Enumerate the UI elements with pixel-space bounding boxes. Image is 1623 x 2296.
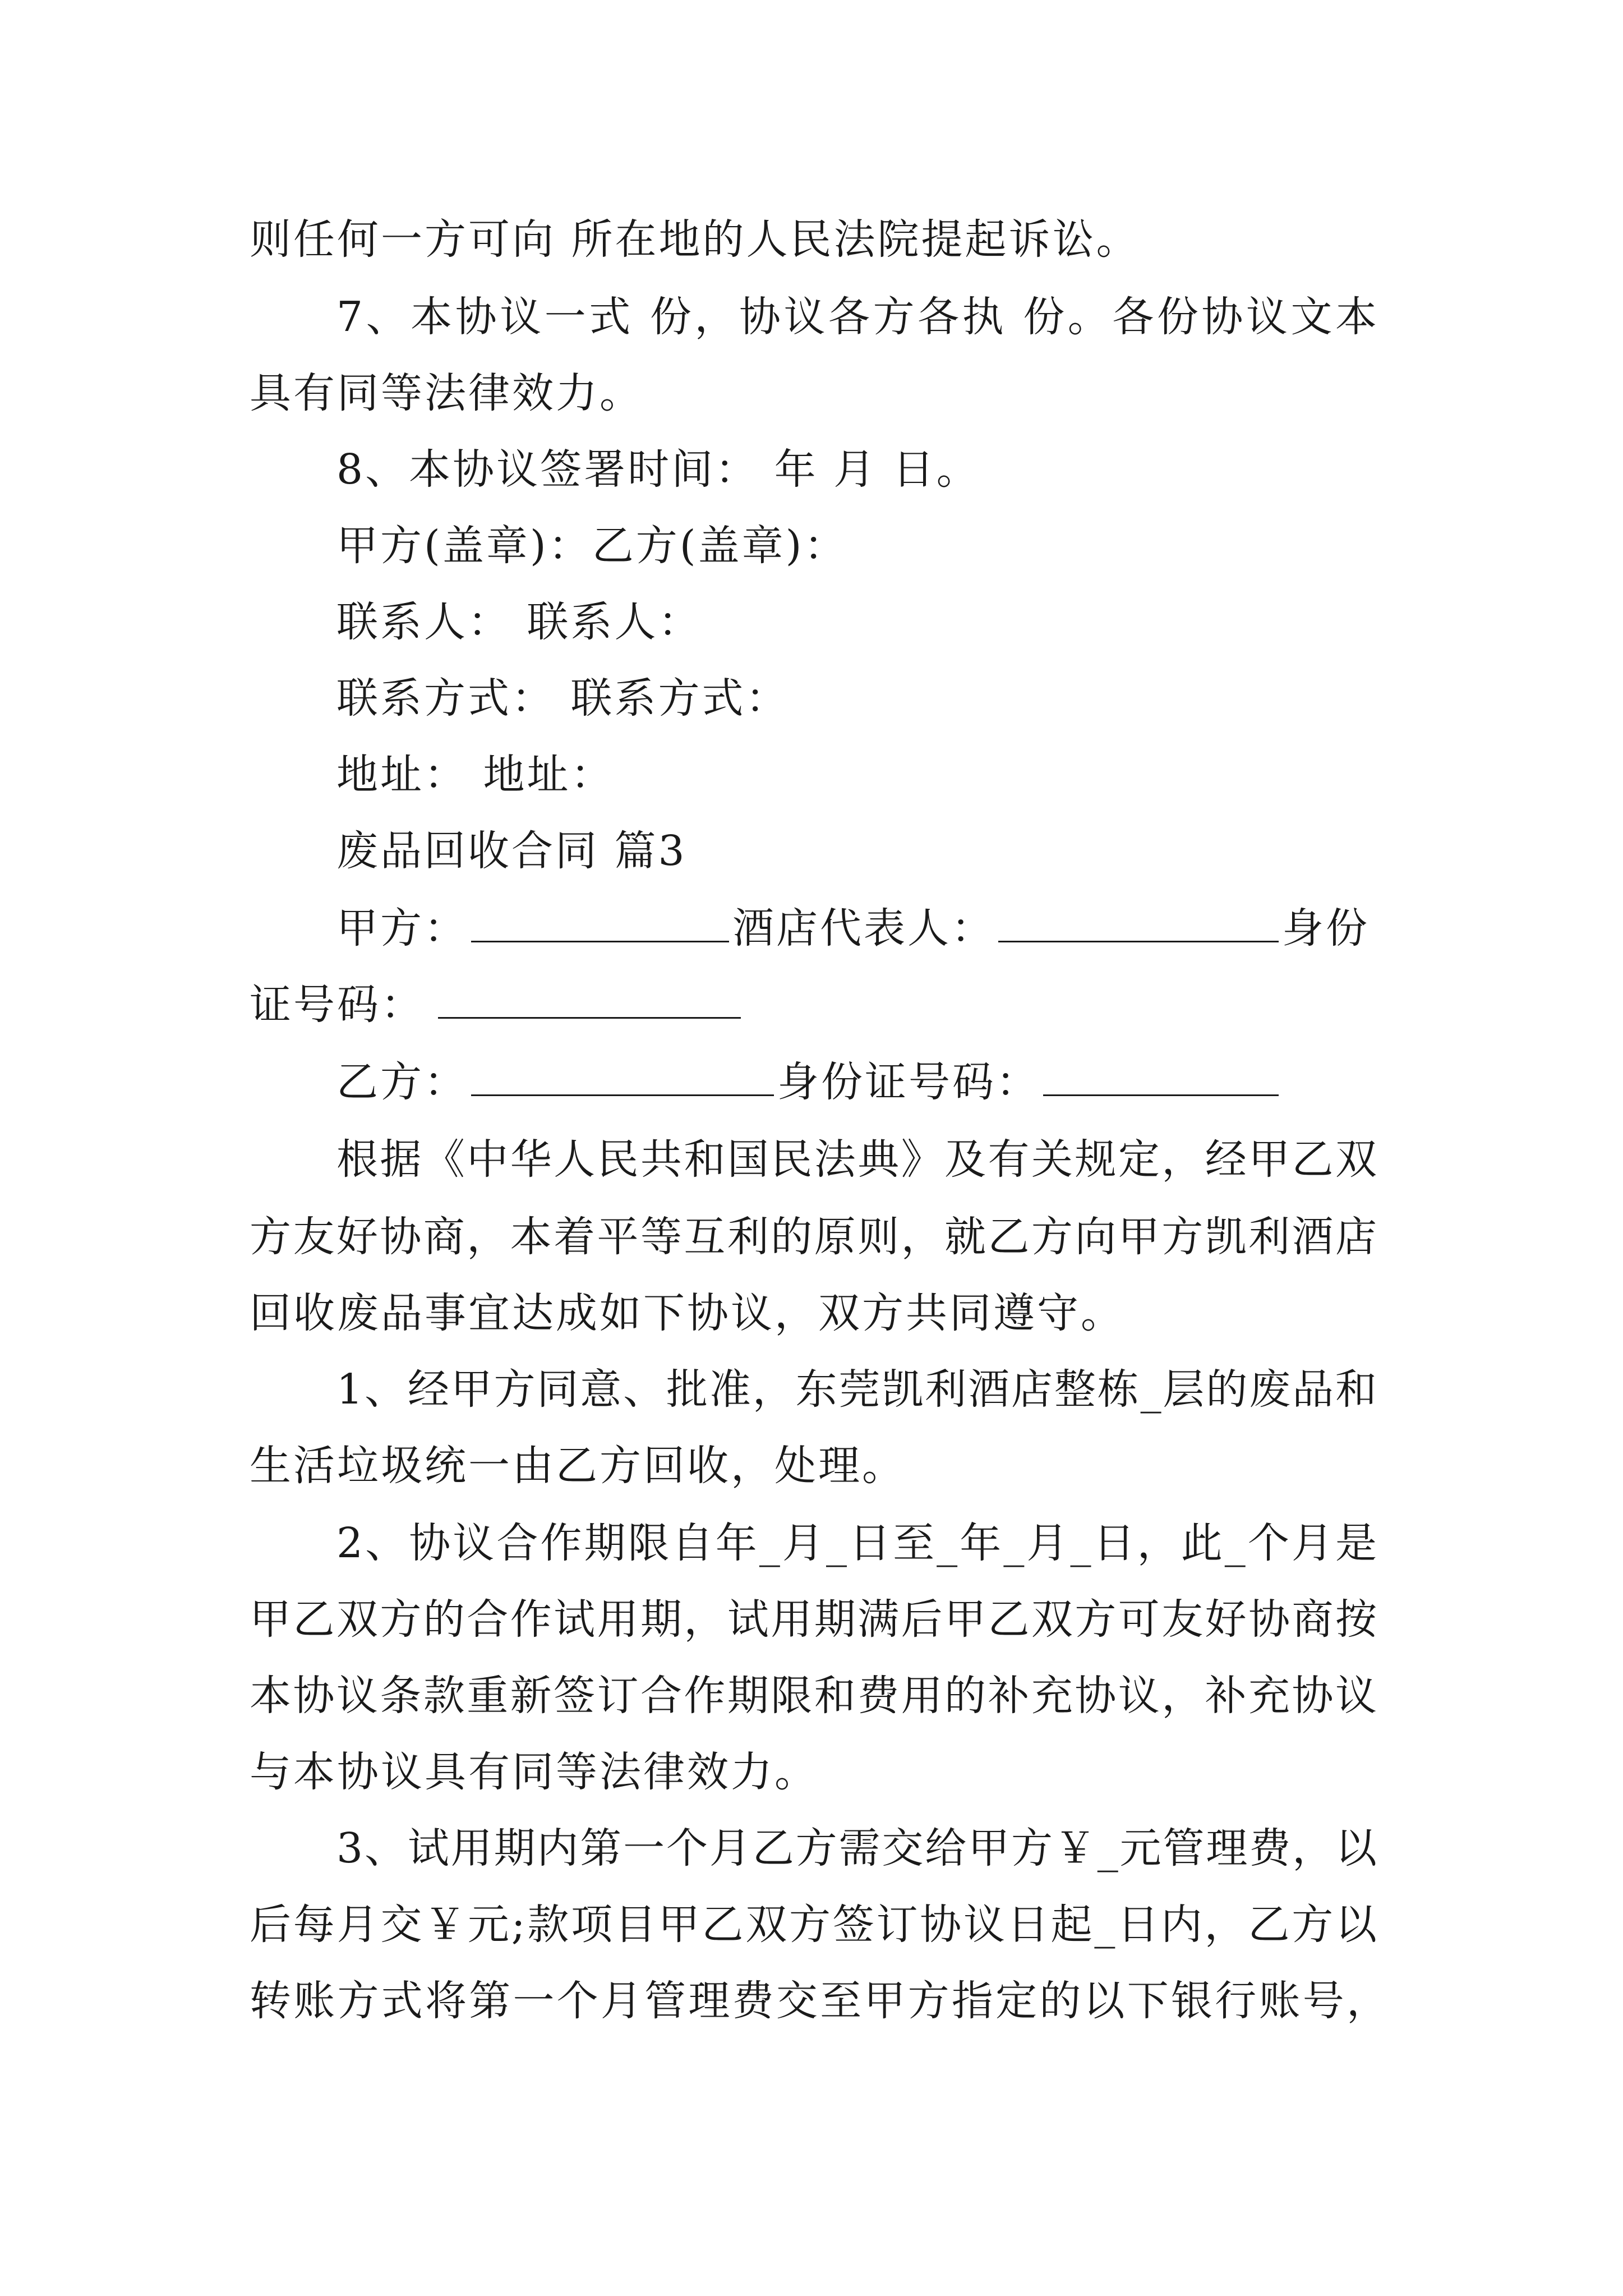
- text-line: 甲方(盖章)：乙方(盖章)：: [336, 522, 848, 570]
- text-line: 7、本协议一式 份，协议各方各执 份。各份协议文本: [336, 293, 1377, 341]
- text-line: 甲乙双方的合作试用期，试用期满后甲乙双方可友好协商按: [250, 1595, 1377, 1644]
- text-line: 地址： 地址：: [336, 751, 615, 799]
- text-line: 联系人： 联系人：: [336, 598, 702, 646]
- text-line: 8、本协议签署时间： 年 月 日。: [336, 445, 980, 494]
- party-b-label: 乙方：: [336, 1058, 468, 1106]
- text-line: 联系方式： 联系方式：: [336, 674, 790, 723]
- text-line: 根据《中华人民共和国民法典》及有关规定，经甲乙双: [336, 1135, 1377, 1184]
- text-line: 3、试用期内第一个月乙方需交给甲方￥_元管理费，以: [336, 1824, 1377, 1872]
- text-line: 后每月交￥元;款项目甲乙双方签订协议日起_日内，乙方以: [250, 1901, 1377, 1949]
- text-line: 2、协议合作期限自年_月_日至_年_月_日，此_个月是: [336, 1519, 1377, 1567]
- id-label-part: 身份: [1282, 904, 1370, 953]
- text-line: 具有同等法律效力。: [250, 369, 643, 417]
- id-number-blank: [438, 1014, 741, 1019]
- text-line: 生活垃圾统一由乙方回收，处理。: [250, 1442, 906, 1490]
- party-a-line: [336, 904, 1370, 953]
- hotel-rep-label: 酒店代表人：: [732, 904, 995, 953]
- party-b-blank: [471, 1091, 774, 1096]
- text-line: 则任何一方可向 所在地的人民法院提起诉讼。: [250, 215, 1140, 264]
- text-line: 回收废品事宜达成如下协议，双方共同遵守。: [250, 1289, 1124, 1337]
- party-b-id-blank: [1043, 1091, 1279, 1096]
- id-number-label: 证号码：: [250, 981, 425, 1029]
- party-b-line: [336, 1058, 1282, 1106]
- id-number-line: [250, 981, 744, 1029]
- text-line: 方友好协商，本着平等互利的原则，就乙方向甲方凯利酒店: [250, 1213, 1377, 1261]
- section-heading: 废品回收合同 篇3: [336, 827, 687, 875]
- text-line: 转账方式将第一个月管理费交至甲方指定的以下银行账号，: [250, 1977, 1388, 2025]
- party-b-id-label: 身份证号码：: [777, 1058, 1040, 1106]
- party-a-label: 甲方：: [336, 904, 468, 953]
- text-line: 本协议条款重新签订合作期限和费用的补充协议，补充协议: [250, 1672, 1377, 1720]
- party-a-blank: [471, 937, 729, 942]
- hotel-rep-blank: [998, 937, 1279, 942]
- text-line: 1、经甲方同意、批准，东莞凯利酒店整栋_层的废品和: [336, 1365, 1377, 1414]
- text-line: 与本协议具有同等法律效力。: [250, 1748, 818, 1796]
